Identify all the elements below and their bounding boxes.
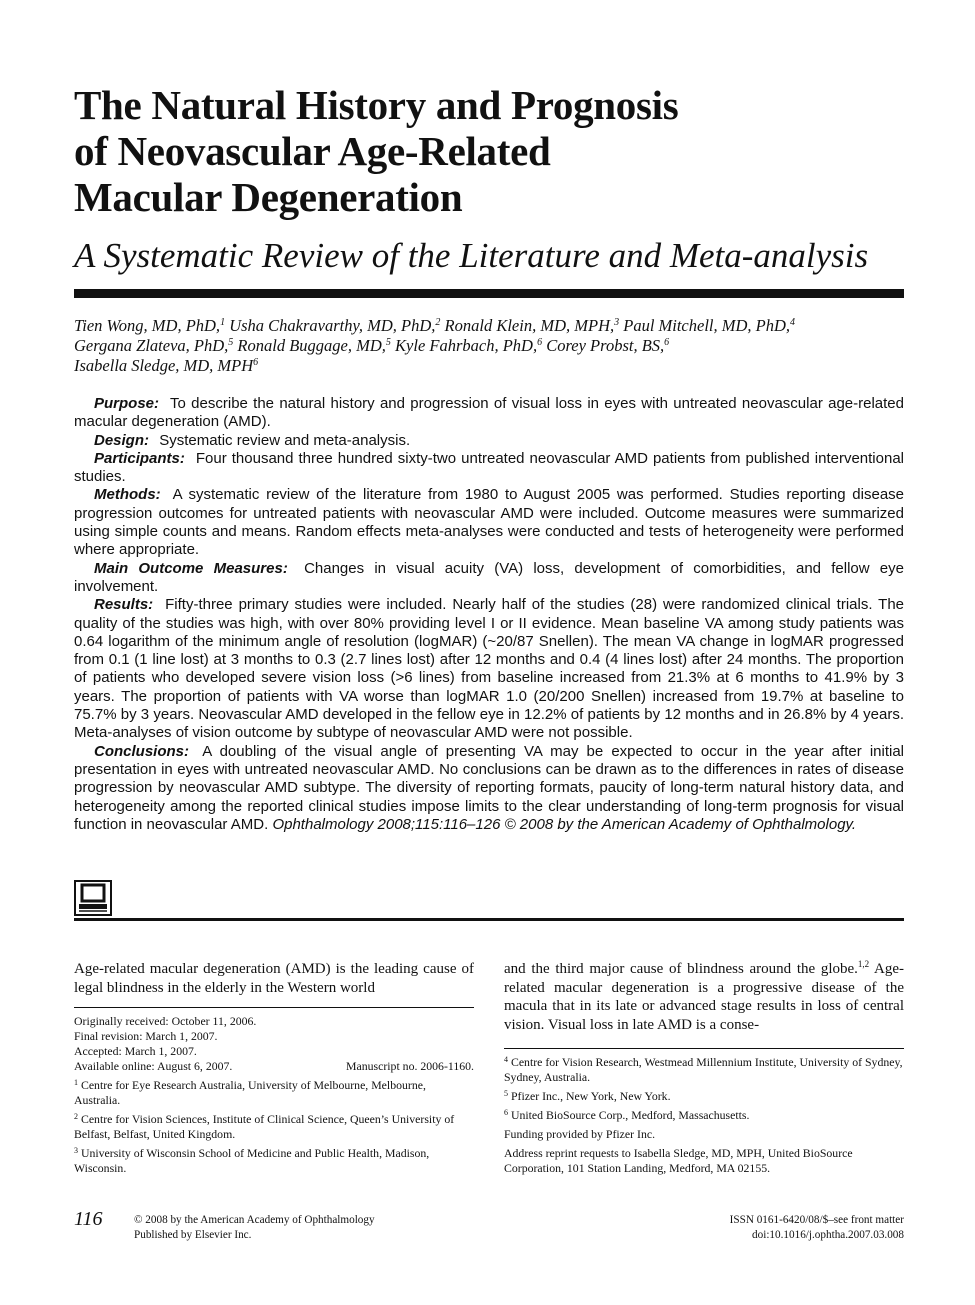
abstract-results	[74, 596, 904, 742]
author: Ronald Klein, MD, MPH,	[444, 316, 615, 335]
issn-line: ISSN 0161-6420/08/$–see front matter	[729, 1214, 904, 1226]
footnote-marker: 3	[74, 1146, 78, 1155]
author: Paul Mitchell, MD, PhD,	[623, 316, 791, 335]
page-number: 116	[74, 1208, 103, 1230]
doi-line: doi:10.1016/j.ophtha.2007.03.008	[752, 1229, 904, 1241]
author-affiliation: 6	[537, 337, 543, 348]
footnote-text: University of Wisconsin School of Medicine and Public Health, Madison, Wisconsin.	[74, 1146, 430, 1175]
author-affiliation: 1	[220, 317, 226, 328]
footnote-affiliation	[74, 1146, 474, 1176]
section-label: Results:	[94, 596, 154, 614]
author: Kyle Fahrbach, PhD,	[395, 336, 538, 355]
footnote-affiliation	[504, 1055, 904, 1085]
title-line: Macular Degeneration	[74, 174, 463, 220]
footer-publisher-info	[134, 1213, 375, 1243]
title-line: The Natural History and Prognosis	[74, 82, 679, 128]
title-divider	[74, 289, 904, 298]
copyright-line: © 2008 by the American Academy of Ophthalmology	[134, 1214, 375, 1226]
abstract-purpose	[74, 395, 904, 432]
section-label: Participants:	[94, 449, 185, 467]
section-text: A doubling of the visual angle of presenting VA may be expected to occur in the year after initial presentation in eyes with untreated neovascular AMD. No conclusions can be drawn as to the differences in rates of disease progression by neovascular AMD subtype. The diversity of reporting formats, paucity of long-term natural history data, and heterogeneity among the reported clinical studies impose limits to the clear understanding of long-term prognosis for visual function in neovascular AMD.	[74, 742, 904, 833]
section-text: Fifty-three primary studies were included. Nearly half of the studies (28) were randomized clinical trials. The quality of the studies was high, with over 80% providing level I or II evidence. Mean baseline VA among study patients was 0.64 logarithm of the minimum angle of resolution (logMAR) (~20/87 Snellen). The mean VA change in logMAR progressed from 0.1 (1 line lost) at 3 months to 0.3 (2.7 lines lost) after 12 months and 0.4 (4 lines lost) after 24 months. The proportion of patients who developed severe vision loss (>6 lines) from baseline increased from 21.3% at 6 months to 41.9% by 3 years. The proportion of patients with VA worse than logMAR 1.0 (20/200 Snellen) increased from 19.7% at baseline to 75.7% by 3 years. Neovascular AMD developed in the fellow eye in 12.2% of patients by 12 months and in 26.8% by 4 years. Meta-analyses of vision outcome by subtype of neovascular AMD were not possible.	[74, 596, 904, 742]
author: Ronald Buggage, MD,	[237, 336, 386, 355]
title-line: of Neovascular Age-Related	[74, 128, 551, 174]
abstract-outcome	[74, 560, 904, 597]
body-column-right	[504, 960, 904, 1180]
footnote-accepted: Accepted: March 1, 2007.	[74, 1044, 197, 1058]
footnote-marker: 6	[504, 1108, 508, 1117]
abstract-conclusions	[74, 743, 904, 834]
body-text-span: and the third major cause of blindness around the globe.	[504, 961, 858, 977]
section-label: Conclusions:	[94, 742, 190, 760]
footnote-text: Centre for Vision Sciences, Institute of Clinical Science, Queen’s University of Belfast, Belfast, United Kingdom.	[74, 1112, 455, 1141]
section-text: To describe the natural history and progression of visual loss in eyes with untreated neovascular age-related macular degeneration (AMD).	[74, 395, 904, 431]
footnote-text: Centre for Vision Research, Westmead Millennium Institute, University of Sydney, Sydney, Australia.	[504, 1055, 903, 1084]
author: Usha Chakravarthy, MD, PhD,	[229, 316, 436, 335]
author-affiliation: 4	[790, 317, 796, 328]
footnote-affiliation	[74, 1078, 474, 1108]
section-text: Systematic review and meta-analysis.	[159, 431, 411, 449]
footnote-text: Pfizer Inc., New York, New York.	[510, 1089, 671, 1103]
footnote-reprint: Address reprint requests to Isabella Sledge, MD, MPH, United BioSource Corporation, 101 Station Landing, Medford, MA 02155.	[504, 1146, 853, 1175]
author-affiliation: 5	[385, 337, 391, 348]
journal-citation: Ophthalmology 2008;115:116–126 © 2008 by the American Academy of Ophthalmology.	[272, 815, 857, 833]
footnote-online-row	[74, 1059, 474, 1074]
abstract-methods	[74, 486, 904, 559]
footnote-affiliation	[504, 1089, 904, 1104]
author: Corey Probst, BS,	[546, 336, 665, 355]
body-paragraph: Age-related macular degeneration (AMD) is the leading cause of legal blindness in the elderly in the Western world	[74, 961, 474, 996]
abstract	[74, 395, 904, 834]
footnote-marker: 1	[74, 1078, 78, 1087]
section-label: Methods:	[94, 486, 161, 504]
author-affiliation: 6	[664, 337, 670, 348]
author-list	[74, 316, 914, 376]
author: Gergana Zlateva, PhD,	[74, 336, 229, 355]
section-text: A systematic review of the literature from 1980 to August 2005 was performed. Studies reporting disease progression outcomes for untreated patients with neovascular AMD were included. Outcome measures were summarized using simple counts and means. Random effects meta-analyses were conducted and tests of heterogeneity were performed where appropriate.	[74, 486, 904, 559]
reference-marker: 1,2	[857, 959, 870, 969]
section-label: Design:	[94, 431, 150, 449]
footnote-text: United BioSource Corp., Medford, Massachusetts.	[510, 1108, 750, 1122]
author: Isabella Sledge, MD, MPH	[74, 356, 254, 375]
abstract-divider	[74, 918, 904, 921]
author-affiliation: 2	[435, 317, 441, 328]
footnote-marker: 4	[504, 1055, 508, 1064]
footer-identifiers	[730, 1213, 904, 1243]
section-text: Changes in visual acuity (VA) loss, development of comorbidities, and fellow eye involvement.	[74, 559, 904, 595]
section-label: Main Outcome Measures:	[94, 559, 288, 577]
section-label: Purpose:	[94, 395, 160, 412]
footnote-funding: Funding provided by Pfizer Inc.	[504, 1127, 656, 1141]
footnote-online: Available online: August 6, 2007.	[74, 1059, 233, 1073]
footnote-revision: Final revision: March 1, 2007.	[74, 1029, 218, 1043]
footnote-affiliation	[504, 1108, 904, 1123]
author: Tien Wong, MD, PhD,	[74, 316, 221, 335]
abstract-design	[74, 432, 904, 450]
publisher-line: Published by Elsevier Inc.	[134, 1229, 252, 1241]
footnote-text: Centre for Eye Research Australia, University of Melbourne, Melbourne, Australia.	[74, 1078, 426, 1107]
author-affiliation: 5	[228, 337, 234, 348]
footnote-marker: 5	[504, 1089, 508, 1098]
section-text: Four thousand three hundred sixty-two untreated neovascular AMD patients from published interventional studies.	[74, 449, 905, 486]
abstract-participants	[74, 450, 904, 487]
computer-monitor-icon	[74, 880, 112, 916]
body-column-left	[74, 960, 474, 1180]
body-text-span: Age-related macular degeneration is a progressive disease of the macula that in its late or advanced stage results in loss of central vision. Visual loss in late AMD is a conse-	[504, 961, 904, 1033]
footnotes	[504, 1048, 904, 1176]
body-paragraph	[504, 960, 904, 1034]
article-title	[74, 82, 914, 220]
author-affiliation: 3	[614, 317, 620, 328]
footnote-affiliation	[74, 1112, 474, 1142]
article-subtitle: A Systematic Review of the Literature and Meta-analysis	[74, 236, 869, 275]
footnote-received: Originally received: October 11, 2006.	[74, 1014, 257, 1028]
manuscript-number: Manuscript no. 2006-1160.	[345, 1059, 474, 1073]
footnote-marker: 2	[74, 1112, 78, 1121]
footnotes	[74, 1007, 474, 1176]
author-affiliation: 6	[253, 357, 259, 368]
